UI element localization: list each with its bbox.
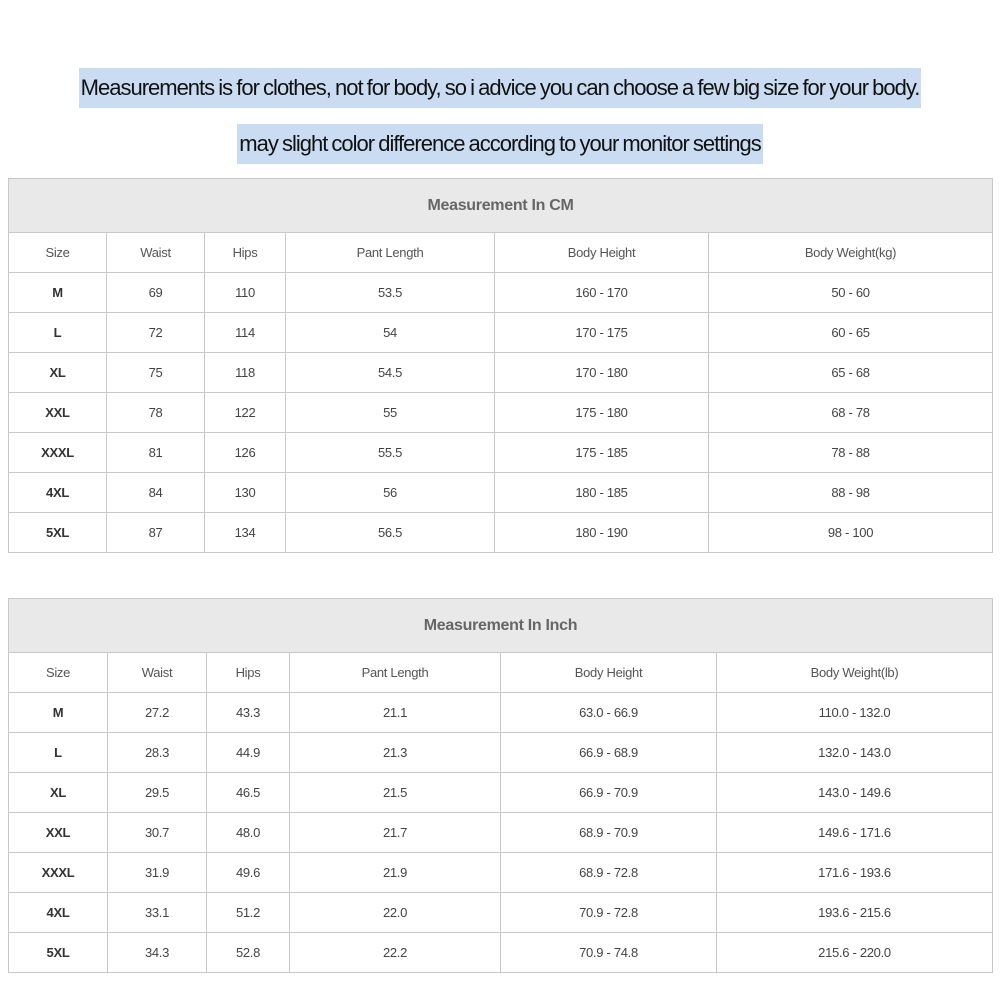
size-cell [9, 393, 107, 433]
table-cell [286, 433, 495, 473]
table-cell [501, 733, 717, 773]
table-cell-text: 175 - 185 [575, 445, 628, 460]
table-cell-text: 72 [148, 325, 163, 340]
table-cell-text: 60 - 65 [831, 325, 870, 340]
table-row [9, 313, 993, 353]
table-cell [207, 693, 290, 733]
size-cell [9, 353, 107, 393]
table-cell [107, 473, 205, 513]
table-cell-text: 56 [383, 485, 397, 500]
table-cell [717, 813, 993, 853]
table-cell-text: 134 [234, 525, 256, 540]
table-cell [108, 933, 207, 973]
table-cell [501, 893, 717, 933]
size-cell [9, 773, 108, 813]
table-cell [495, 393, 709, 433]
table-cell-text: 69 [148, 285, 163, 300]
table-cell-text: 118 [235, 365, 255, 380]
table-cell-text: 110.0 - 132.0 [818, 705, 891, 720]
table-cell-text: 171.6 - 193.6 [818, 865, 891, 880]
size-cell [9, 933, 108, 973]
table-row [9, 353, 993, 393]
table-cell-text: 56.5 [377, 525, 403, 540]
column-header [107, 233, 205, 273]
table-cell-text: 22.0 [382, 905, 408, 920]
size-cell-text: XXXL [41, 445, 74, 460]
table-cell [107, 273, 205, 313]
table-cell [286, 313, 495, 353]
column-header [9, 653, 108, 693]
table-cell-text: 33.1 [144, 905, 170, 920]
size-cell [9, 893, 108, 933]
table-cell [717, 933, 993, 973]
column-header-text: Hips [235, 665, 261, 680]
table-cell-text: 21.7 [382, 825, 408, 840]
table-cell-text: 55.5 [377, 445, 403, 460]
table-cell [709, 393, 993, 433]
table-title [9, 599, 993, 653]
table-row [9, 393, 993, 433]
table-cell-text: 98 - 100 [827, 525, 874, 540]
table-cell-text: 110 [235, 285, 255, 300]
size-cell [9, 693, 108, 733]
table-cell-text: 54 [383, 325, 397, 340]
column-header-text: Body Height [574, 665, 643, 680]
table-cell-text: 78 - 88 [831, 445, 870, 460]
size-cell [9, 473, 107, 513]
table-cell-text: 87 [148, 525, 163, 540]
column-header [709, 233, 993, 273]
size-cell-text: L [53, 325, 62, 340]
table-cell [709, 513, 993, 553]
table-cell-text: 52.8 [235, 945, 261, 960]
size-cell-text: M [52, 705, 64, 720]
table-cell-text: 81 [148, 445, 163, 460]
table-cell-text: 29.5 [144, 785, 170, 800]
column-header-text: Pant Length [356, 245, 424, 260]
table-cell [495, 433, 709, 473]
table-cell-text: 126 [234, 445, 256, 460]
table-cell-text: 22.2 [382, 945, 408, 960]
table-cell [207, 773, 290, 813]
table-cell [205, 313, 286, 353]
table-cell [717, 893, 993, 933]
table-row [9, 853, 993, 893]
table-cell-text: 44.9 [235, 745, 261, 760]
table-cell [205, 473, 286, 513]
table-cell-text: 54.5 [377, 365, 403, 380]
table-title-row [9, 179, 993, 233]
table-cell-text: 65 - 68 [831, 365, 870, 380]
table-row [9, 513, 993, 553]
size-cell-text: M [52, 285, 63, 300]
table-cell [495, 273, 709, 313]
column-header-text: Waist [141, 665, 173, 680]
table-cell [495, 353, 709, 393]
table-cell-text: 66.9 - 70.9 [579, 785, 638, 800]
size-table-cm [8, 178, 993, 553]
table-cell-text: 78 [148, 405, 163, 420]
notice-text: may slight color difference according to your monitor settings [237, 124, 762, 164]
table-row [9, 933, 993, 973]
table-cell [108, 853, 207, 893]
table-cell [709, 353, 993, 393]
size-cell-text: XXL [45, 405, 70, 420]
table-cell-text: 149.6 - 171.6 [818, 825, 891, 840]
table-cell-text: 31.9 [144, 865, 170, 880]
table-title-text: Measurement In Inch [423, 616, 578, 634]
table-cell [286, 473, 495, 513]
table-cell [290, 773, 501, 813]
table-cell [290, 933, 501, 973]
table-cell-text: 70.9 - 72.8 [579, 905, 638, 920]
table-cell [107, 353, 205, 393]
table-cell-text: 132.0 - 143.0 [818, 745, 891, 760]
table-cell [207, 813, 290, 853]
table-cell-text: 160 - 170 [575, 285, 628, 300]
table-cell-text: 30.7 [144, 825, 170, 840]
table-row [9, 433, 993, 473]
table-cell-text: 175 - 180 [575, 405, 628, 420]
column-header-text: Body Height [567, 245, 636, 260]
table-title-text: Measurement In CM [427, 196, 574, 214]
table-title [9, 179, 993, 233]
table-cell-text: 21.5 [382, 785, 408, 800]
table-cell-text: 170 - 180 [575, 365, 628, 380]
table-cell-text: 75 [148, 365, 163, 380]
table-row [9, 273, 993, 313]
table-cell-text: 180 - 190 [575, 525, 628, 540]
table-cell [205, 393, 286, 433]
column-header [9, 233, 107, 273]
table-cell [286, 513, 495, 553]
table-row [9, 773, 993, 813]
column-header [501, 653, 717, 693]
table-cell [501, 693, 717, 733]
table-cell-text: 28.3 [144, 745, 170, 760]
table-cell [290, 813, 501, 853]
table-cell [501, 773, 717, 813]
table-title-row [9, 599, 993, 653]
column-header [286, 233, 495, 273]
table-cell [205, 273, 286, 313]
size-cell [9, 273, 107, 313]
table-cell [108, 893, 207, 933]
table-cell-text: 66.9 - 68.9 [579, 745, 638, 760]
table-row [9, 733, 993, 773]
table-cell [107, 433, 205, 473]
table-cell-text: 215.6 - 220.0 [818, 945, 891, 960]
size-table-inch [8, 598, 993, 973]
column-header-text: Waist [140, 245, 171, 260]
size-cell [9, 813, 108, 853]
table-row [9, 893, 993, 933]
size-cell-text: 4XL [46, 485, 69, 500]
table-cell [286, 273, 495, 313]
table-cell-text: 180 - 185 [575, 485, 628, 500]
table-cell [709, 313, 993, 353]
column-header-text: Size [45, 665, 71, 680]
table-cell [207, 733, 290, 773]
size-cell-text: XXXL [41, 865, 75, 880]
table-cell-text: 46.5 [235, 785, 261, 800]
table-cell-text: 68.9 - 72.8 [579, 865, 638, 880]
table-cell [290, 853, 501, 893]
table-cell-text: 193.6 - 215.6 [818, 905, 891, 920]
table-cell [501, 853, 717, 893]
table-cell-text: 27.2 [144, 705, 170, 720]
column-header [495, 233, 709, 273]
size-cell-text: XL [49, 365, 66, 380]
table-cell [205, 513, 286, 553]
table-cell-text: 68.9 - 70.9 [579, 825, 638, 840]
table-cell [495, 313, 709, 353]
table-cell [290, 693, 501, 733]
column-header-text: Body Weight(lb) [810, 665, 899, 680]
table-cell-text: 34.3 [144, 945, 170, 960]
table-cell [495, 513, 709, 553]
size-cell-text: XL [49, 785, 66, 800]
table-cell [717, 733, 993, 773]
notice-text: Measurements is for clothes, not for body, so i advice you can choose a few big size for your body. [79, 68, 922, 108]
table-cell-text: 21.1 [382, 705, 408, 720]
column-header [717, 653, 993, 693]
table-cell-text: 49.6 [235, 865, 261, 880]
column-header [290, 653, 501, 693]
size-cell [9, 433, 107, 473]
size-cell-text: 5XL [46, 525, 69, 540]
column-header [205, 233, 286, 273]
column-header-text: Body Weight(kg) [804, 245, 897, 260]
table-cell [286, 393, 495, 433]
size-cell-text: 4XL [46, 905, 70, 920]
table-cell-text: 21.9 [382, 865, 408, 880]
table-cell [290, 893, 501, 933]
table-cell-text: 70.9 - 74.8 [579, 945, 638, 960]
column-header-text: Pant Length [361, 665, 429, 680]
table-cell-text: 84 [148, 485, 163, 500]
column-header-text: Size [45, 245, 70, 260]
table-cell [286, 353, 495, 393]
column-header [207, 653, 290, 693]
table-row [9, 813, 993, 853]
size-cell-text: XXL [45, 825, 71, 840]
size-cell [9, 513, 107, 553]
size-cell [9, 853, 108, 893]
table-cell-text: 68 - 78 [831, 405, 870, 420]
table-cell-text: 170 - 175 [575, 325, 628, 340]
column-header [108, 653, 207, 693]
table-cell-text: 21.3 [382, 745, 408, 760]
table-cell [108, 733, 207, 773]
table-cell-text: 53.5 [377, 285, 403, 300]
notice-line-1 [0, 68, 1000, 108]
table-cell-text: 43.3 [235, 705, 261, 720]
table-header-row [9, 653, 993, 693]
table-cell [717, 773, 993, 813]
table-cell-text: 130 [234, 485, 256, 500]
table-cell [107, 313, 205, 353]
size-cell-text: 5XL [46, 945, 70, 960]
column-header-text: Hips [232, 245, 258, 260]
table-cell [205, 353, 286, 393]
table-cell [207, 893, 290, 933]
table-cell [709, 273, 993, 313]
size-cell [9, 313, 107, 353]
table-cell-text: 88 - 98 [831, 485, 870, 500]
table-cell-text: 48.0 [235, 825, 261, 840]
table-cell-text: 55 [383, 405, 397, 420]
size-cell [9, 733, 108, 773]
notice-line-2 [0, 124, 1000, 164]
table-cell [205, 433, 286, 473]
table-cell-text: 51.2 [235, 905, 261, 920]
table-cell [709, 433, 993, 473]
table-row [9, 473, 993, 513]
table-cell-text: 122 [234, 405, 256, 420]
table-cell-text: 143.0 - 149.6 [818, 785, 891, 800]
table-cell [108, 773, 207, 813]
table-cell [107, 393, 205, 433]
table-cell [207, 933, 290, 973]
table-cell-text: 50 - 60 [831, 285, 870, 300]
table-cell [495, 473, 709, 513]
table-cell [717, 853, 993, 893]
size-cell-text: L [54, 745, 62, 760]
table-cell-text: 63.0 - 66.9 [579, 705, 638, 720]
table-cell [501, 813, 717, 853]
table-cell [709, 473, 993, 513]
table-cell-text: 114 [235, 325, 255, 340]
table-cell [501, 933, 717, 973]
table-cell [108, 813, 207, 853]
table-cell [108, 693, 207, 733]
table-row [9, 693, 993, 733]
table-header-row [9, 233, 993, 273]
table-cell [290, 733, 501, 773]
table-cell [717, 693, 993, 733]
table-cell [107, 513, 205, 553]
table-cell [207, 853, 290, 893]
